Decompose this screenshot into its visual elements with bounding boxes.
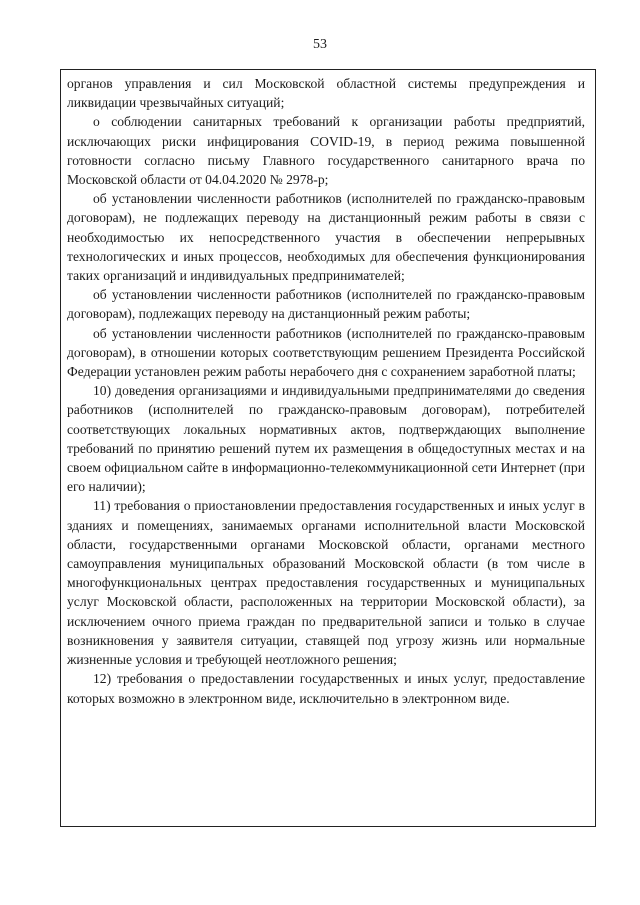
paragraph-item-12: 12) требования о предоставлении государственных и иных услуг, предоставление которых возможно в электронном виде, исключительно в электронном виде.	[67, 671, 585, 706]
paragraph-staff-not-remote: об установлении численности работников (исполнителей по гражданско-правовым договорам), не подлежащих переводу на дистанционный режим работы в связи с необходимостью их непосредственного участия в обеспечении непрерывных технологических и иных процессов, необходимых для обеспечения функционирования таких организаций и индивидуальных предпринимателей;	[67, 191, 585, 284]
paragraph-staff-remote: об установлении численности работников (исполнителей по гражданско-правовым договорам), подлежащих переводу на дистанционный режим работы;	[67, 287, 585, 322]
paragraph-sanitary: о соблюдении санитарных требований к организации работы предприятий, исключающих риски инфицирования COVID-19, в период режима повышенной готовности согласно письму Главного государственного санитарного врача по Московской области от 04.04.2020 № 2978-р;	[67, 114, 585, 188]
paragraph-staff-nonworking: об установлении численности работников (исполнителей по гражданско-правовым договорам), в отношении которых соответствующим решением Президента Российской Федерации установлен режим работы нерабочего дня с сохранением заработной платы;	[67, 325, 585, 380]
paragraph-continuation: органов управления и сил Московской областной системы предупреждения и ликвидации чрезвычайных ситуаций;	[67, 76, 585, 111]
page-number: 53	[313, 37, 327, 52]
document-frame	[60, 69, 596, 827]
paragraph-item-11: 11) требования о приостановлении предоставления государственных и иных услуг в зданиях и помещениях, занимаемых органами исполнительной власти Московской области, государственными органами Московской области, органами местного самоуправления муниципальных образований Московской области (в том числе в многофункциональных центрах предоставления государственных и муниципальных услуг Московской области, расположенных на территории Московской области), за исключением очного приема граждан по предварительной записи и только в случае возникновения у заявителя ситуации, ставящей под угрозу жизнь или нормальные жизненные условия и требующей неотложного решения;	[67, 498, 585, 668]
paragraph-item-10: 10) доведения организациями и индивидуальными предпринимателями до сведения работников (исполнителей по гражданско-правовым договорам), потребителей соответствующих локальных нормативных актов, подтверждающих выполнение требований по принятию решений путем их размещения в общедоступных местах и на своем официальном сайте в информационно-телекоммуникационной сети Интернет (при его наличии);	[67, 383, 585, 495]
